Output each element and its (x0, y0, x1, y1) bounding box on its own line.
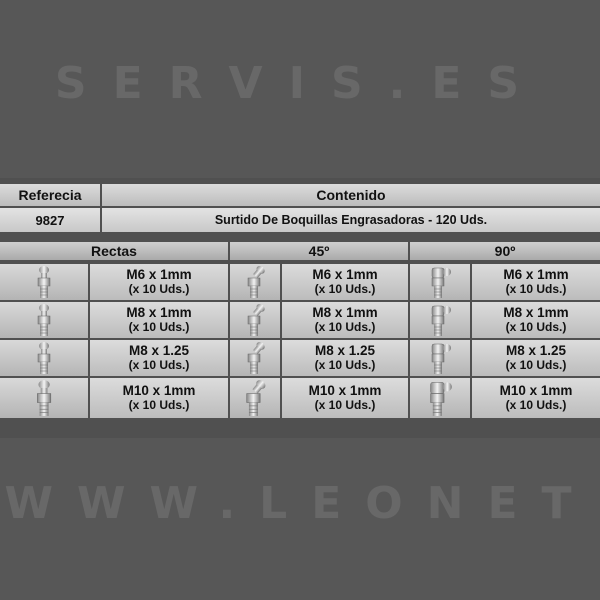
angled-45-grease-fitting-icon (230, 264, 280, 300)
quantity-label: (x 10 Uds.) (314, 358, 376, 372)
angled-45-grease-fitting-icon (230, 302, 280, 338)
size-cell (90, 340, 228, 376)
angled-90-grease-fitting-icon (410, 378, 470, 418)
size-cell (472, 340, 600, 376)
size-cell (90, 264, 228, 300)
size-cell (282, 264, 408, 300)
quantity-label: (x 10 Uds.) (314, 282, 376, 296)
size-label: M8 x 1.25 (314, 343, 376, 358)
size-cell (90, 302, 228, 338)
size-cell (90, 378, 228, 418)
size-label: M6 x 1mm (126, 267, 192, 282)
quantity-label: (x 10 Uds.) (128, 320, 190, 334)
straight-grease-fitting-icon (0, 378, 88, 418)
quantity-label: (x 10 Uds.) (505, 282, 567, 296)
quantity-label: (x 10 Uds.) (505, 398, 567, 412)
product-table (0, 178, 600, 438)
size-cell (472, 302, 600, 338)
straight-grease-fitting-icon (0, 264, 88, 300)
straight-grease-fitting-icon (0, 302, 88, 338)
group-header-45: 45º (230, 242, 408, 260)
quantity-label: (x 10 Uds.) (314, 398, 376, 412)
angled-90-grease-fitting-icon (410, 340, 470, 376)
watermark-bottom: WWW.LEONET (4, 478, 596, 529)
group-header-90: 90º (410, 242, 600, 260)
ref-header: Referecia (0, 184, 100, 206)
size-cell (282, 378, 408, 418)
size-cell (282, 340, 408, 376)
watermark-top: SERVIS.ES (54, 58, 546, 109)
quantity-label: (x 10 Uds.) (128, 282, 190, 296)
quantity-label: (x 10 Uds.) (505, 320, 567, 334)
size-cell (472, 378, 600, 418)
size-label: M6 x 1mm (503, 267, 569, 282)
size-cell (282, 302, 408, 338)
angled-45-grease-fitting-icon (230, 378, 280, 418)
size-label: M10 x 1mm (308, 383, 382, 398)
size-label: M8 x 1mm (312, 305, 378, 320)
angled-45-grease-fitting-icon (230, 340, 280, 376)
quantity-label: (x 10 Uds.) (128, 358, 190, 372)
group-header-rectas: Rectas (0, 242, 228, 260)
product-description: Surtido De Boquillas Engrasadoras - 120 Uds. (102, 208, 600, 232)
size-label: M8 x 1mm (126, 305, 192, 320)
size-label: M6 x 1mm (312, 267, 378, 282)
size-label: M10 x 1mm (122, 383, 196, 398)
content-header: Contenido (102, 184, 600, 206)
size-label: M8 x 1.25 (505, 343, 567, 358)
angled-90-grease-fitting-icon (410, 302, 470, 338)
size-label: M10 x 1mm (499, 383, 573, 398)
straight-grease-fitting-icon (0, 340, 88, 376)
angled-90-grease-fitting-icon (410, 264, 470, 300)
quantity-label: (x 10 Uds.) (505, 358, 567, 372)
size-cell (472, 264, 600, 300)
ref-value: 9827 (0, 208, 100, 232)
quantity-label: (x 10 Uds.) (314, 320, 376, 334)
size-label: M8 x 1.25 (128, 343, 190, 358)
quantity-label: (x 10 Uds.) (128, 398, 190, 412)
size-label: M8 x 1mm (503, 305, 569, 320)
